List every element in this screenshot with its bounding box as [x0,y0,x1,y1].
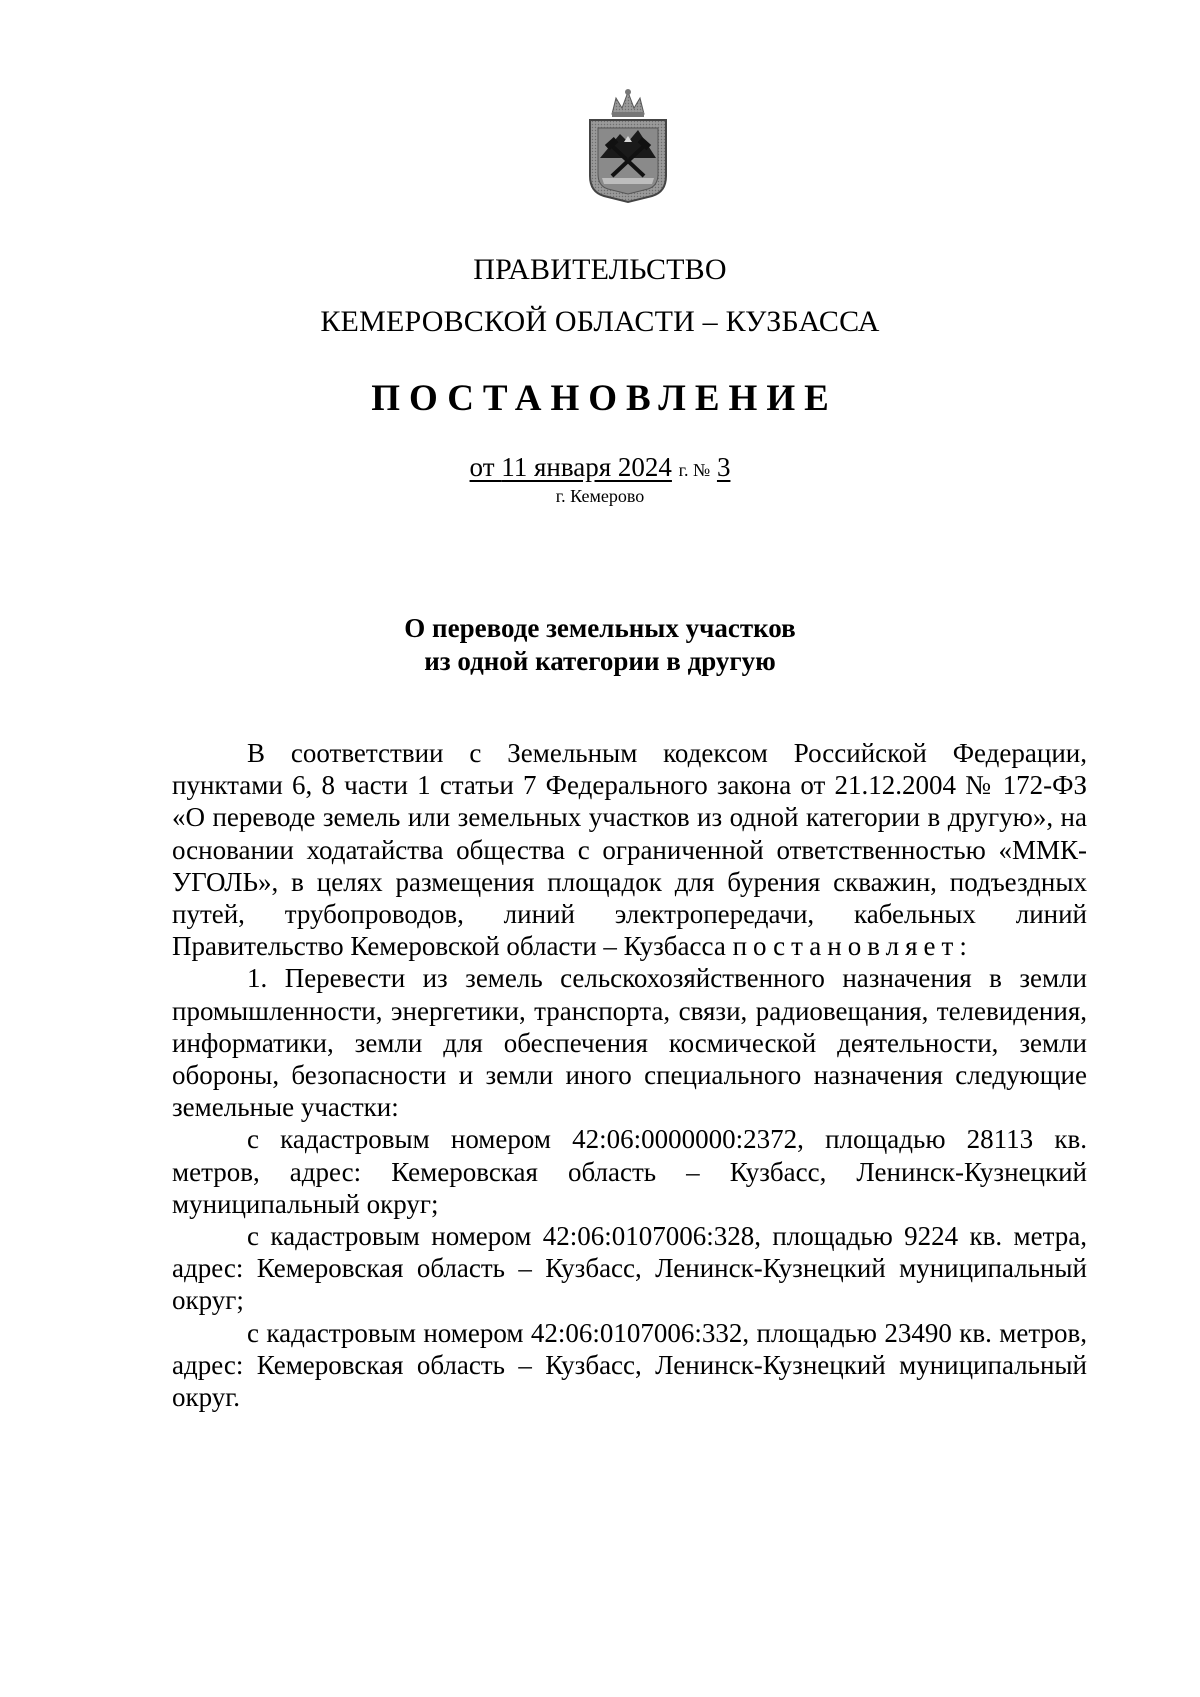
document-title-line1: О переводе земельных участков [404,613,796,643]
government-name-line1: ПРАВИТЕЛЬСТВО [473,253,727,286]
document-body [172,737,1087,1413]
date-prefix: от [469,452,495,482]
decree-word: постановляет [732,931,960,962]
decree-suffix: : [959,931,967,962]
document-title-line2: из одной категории в другую [424,646,776,676]
item-1-paragraph: 1. Перевести из земель сельскохозяйственного назначения в земли промышленности, энергетики, транспорта, связи, радиовещания, телевидения, информатики, земли для обеспечения космической деятельности, земли обороны, безопасности и земли иного специального назначения следующие земельные участки: [172,963,1087,1123]
coat-of-arms-icon [582,84,674,204]
document-type-heading: ПОСТАНОВЛЕНИЕ [371,378,838,419]
number-label: г. № [678,460,711,480]
document-city: г. Кемерово [555,486,645,506]
parcel-paragraph: с кадастровым номером 42:06:0000000:2372, площадью 28113 кв. метров, адрес: Кемеровская область – Кузбасс, Ленинск-Кузнецкий муниципальный округ; [172,1124,1087,1219]
parcel-paragraph: с кадастровым номером 42:06:0107006:328, площадью 9224 кв. метра, адрес: Кемеровская область – Кузбасс, Ленинск-Кузнецкий муниципальный округ; [172,1221,1087,1316]
parcel-paragraph: с кадастровым номером 42:06:0107006:332, площадью 23490 кв. метров, адрес: Кемеровская область – Кузбасс, Ленинск-Кузнецкий муниципальный округ. [172,1317,1087,1413]
government-name-line2: КЕМЕРОВСКОЙ ОБЛАСТИ – КУЗБАССА [320,305,880,338]
preamble-paragraph [172,737,1087,962]
document-date: 11 января 2024 [501,452,672,482]
document-date-line [0,452,1200,485]
preamble-text: В соответствии с Земельным кодексом Российской Федерации, пунктами 6, 8 части 1 статьи 7 Федерального закона от 21.12.2004 № 172-ФЗ «О переводе земель или земельных участков из одной категории в другую», на основании ходатайства общества с ограниченной ответственностью «ММК-УГОЛЬ», в целях размещения площадок для бурения скважин, подъездных путей, трубопроводов, линий электропередачи, кабельных линий Правительство Кемеровской области – Кузбасса [172,738,1087,962]
document-number: 3 [716,452,731,482]
